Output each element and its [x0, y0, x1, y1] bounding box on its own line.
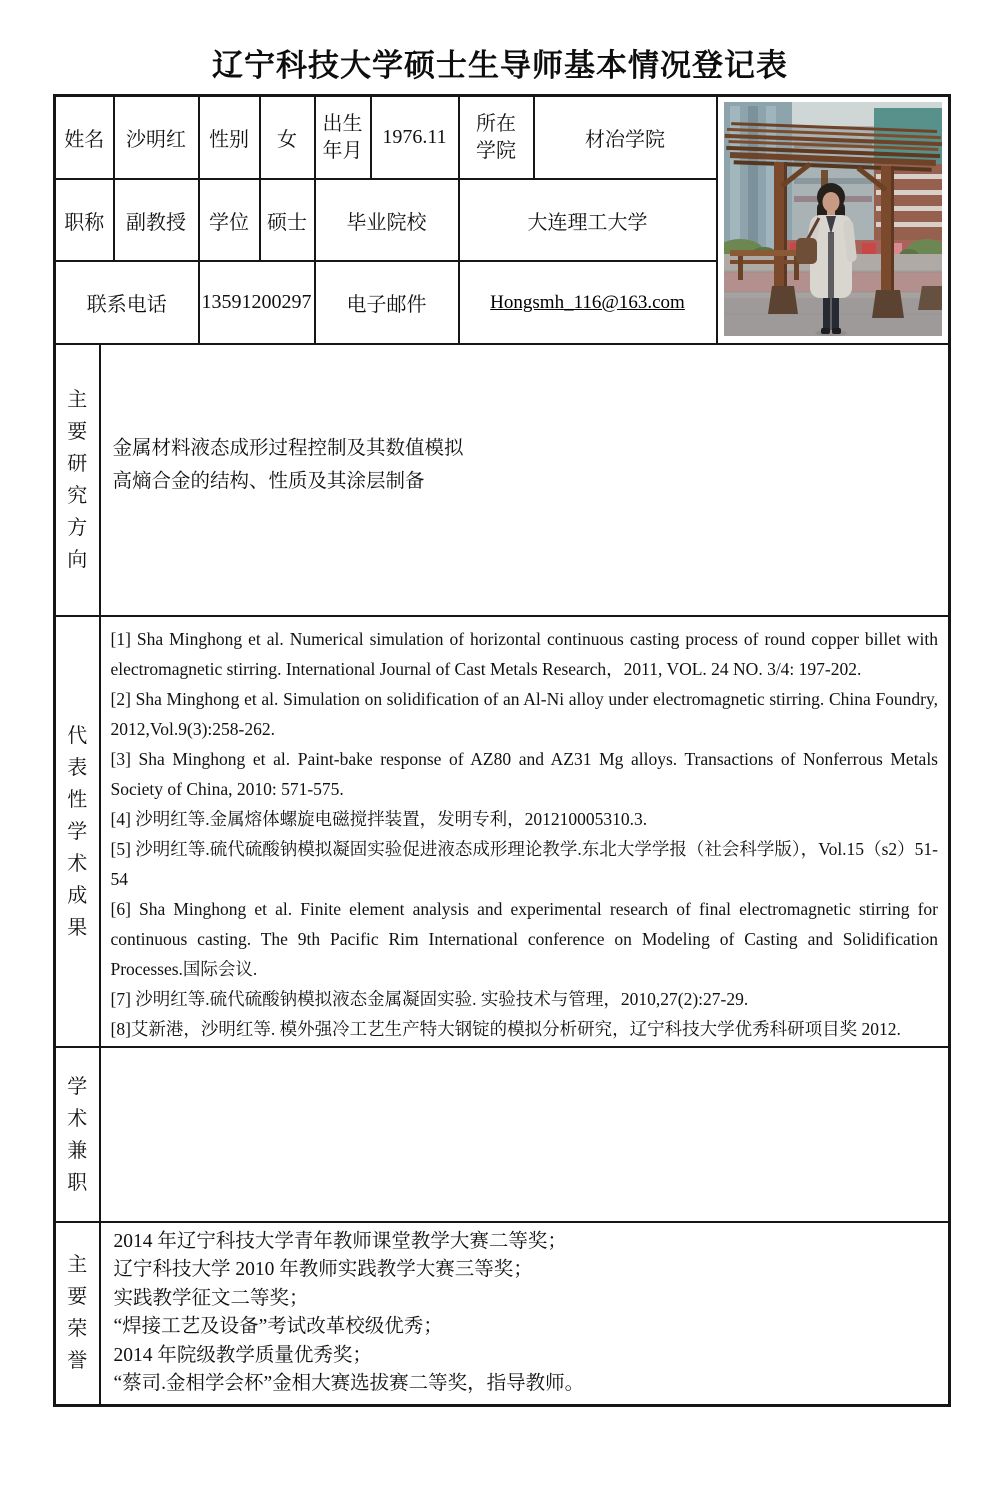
birth-value: 1976.11: [371, 96, 459, 180]
prof-title-value: 副教授: [114, 179, 199, 261]
part-time-label: 学术兼职: [67, 1075, 88, 1194]
school-label: 毕业院校: [315, 179, 459, 261]
publication-item: [7] 沙明红等.硫代硫酸钠模拟液态金属凝固实验. 实验技术与管理，2010,27(2):27-29.: [110, 989, 749, 1009]
email-label: 电子邮件: [315, 261, 459, 344]
research-line: 高熵合金的结构、性质及其涂层制备: [112, 471, 425, 492]
prof-title-label: 职称: [55, 179, 114, 261]
achievements-label-cell: [55, 616, 100, 1047]
page-title: 辽宁科技大学硕士生导师基本情况登记表: [212, 48, 788, 83]
publication-item: [1] Sha Minghong et al. Numerical simulation of horizontal continuous casting process of round copper billet with electromagnetic stirring. International Journal of Cast Metals Research，2011, VOL. 24 NO. 3/4: 197-202.: [110, 629, 938, 679]
degree-label: 学位: [199, 179, 260, 261]
publication-item: [6] Sha Minghong et al. Finite element analysis and experimental research of final electromagnetic stirring for continuous casting. The 9th Pacific Rim International conference on Modeling of Casting and Solidification Processes.国际会议.: [110, 899, 938, 979]
gender-value: 女: [260, 96, 315, 180]
name-label: 姓名: [55, 96, 114, 180]
row-honors: [55, 1222, 950, 1405]
name-value: 沙明红: [114, 96, 199, 180]
publication-item: [3] Sha Minghong et al. Paint-bake response of AZ80 and AZ31 Mg alloys. Transactions of Nonferrous Metals Society of China, 2010: 571-575.: [110, 749, 938, 799]
honor-line: 2014 年辽宁科技大学青年教师课堂教学大赛二等奖；: [113, 1230, 567, 1252]
row-research: [55, 344, 950, 616]
honor-line: 辽宁科技大学 2010 年教师实践教学大赛三等奖；: [113, 1259, 533, 1281]
supervisor-photo: [724, 102, 942, 336]
honors-content: [100, 1222, 950, 1405]
phone-value: 13591200297: [199, 261, 315, 344]
achievements-label: 代表性学术成果: [67, 724, 88, 939]
college-label-text: 所在学院: [476, 112, 516, 162]
publication-item: [8]艾新港，沙明红等. 模外强冷工艺生产特大钢锭的模拟分析研究，辽宁科技大学优秀科研项目奖 2012.: [110, 1019, 901, 1039]
research-label-cell: [55, 344, 100, 616]
email-link[interactable]: Hongsmh_116@163.com: [490, 292, 685, 314]
birth-label: [315, 96, 371, 180]
honor-line: “蔡司.金相学会杯”金相大赛选拔赛二等奖，指导教师。: [113, 1373, 585, 1395]
degree-value: 硕士: [260, 179, 315, 261]
college-label: [459, 96, 534, 180]
publication-item: [5] 沙明红等.硫代硫酸钠模拟凝固实验促进液态成形理论教学.东北大学学报（社会科学版），Vol.15（s2）51-54: [110, 839, 938, 889]
part-time-label-cell: [55, 1047, 100, 1222]
college-value: 材冶学院: [534, 96, 717, 180]
photo-cell: [717, 96, 950, 345]
research-line: 金属材料液态成形过程控制及其数值模拟: [112, 438, 464, 459]
honors-label: 主要荣誉: [67, 1254, 88, 1373]
research-content: [100, 344, 950, 616]
email-value-cell: [459, 261, 717, 344]
gender-label: 性别: [199, 96, 260, 180]
achievements-content: [100, 616, 950, 1047]
row-achievements: [55, 616, 950, 1047]
birth-label-text: 出生年月: [322, 112, 363, 162]
honor-line: 实践教学征文二等奖；: [113, 1287, 309, 1309]
registration-form-table: [53, 94, 951, 1407]
phone-label: 联系电话: [55, 261, 199, 344]
row-part-time: [55, 1047, 950, 1222]
publication-item: [2] Sha Minghong et al. Simulation on solidification of an Al-Ni alloy under electromagnetic stirring. China Foundry, 2012,Vol.9(3):258-262.: [110, 689, 938, 739]
research-label: 主要研究方向: [67, 389, 88, 571]
honors-label-cell: [55, 1222, 100, 1405]
honor-line: “焊接工艺及设备”考试改革校级优秀；: [113, 1316, 443, 1338]
school-value: 大连理工大学: [459, 179, 717, 261]
publication-item: [4] 沙明红等.金属熔体螺旋电磁搅拌装置，发明专利，201210005310.3.: [110, 809, 648, 829]
row-basic-1: [55, 96, 950, 180]
honor-line: 2014 年院级教学质量优秀奖；: [113, 1344, 372, 1366]
part-time-content: [100, 1047, 950, 1222]
